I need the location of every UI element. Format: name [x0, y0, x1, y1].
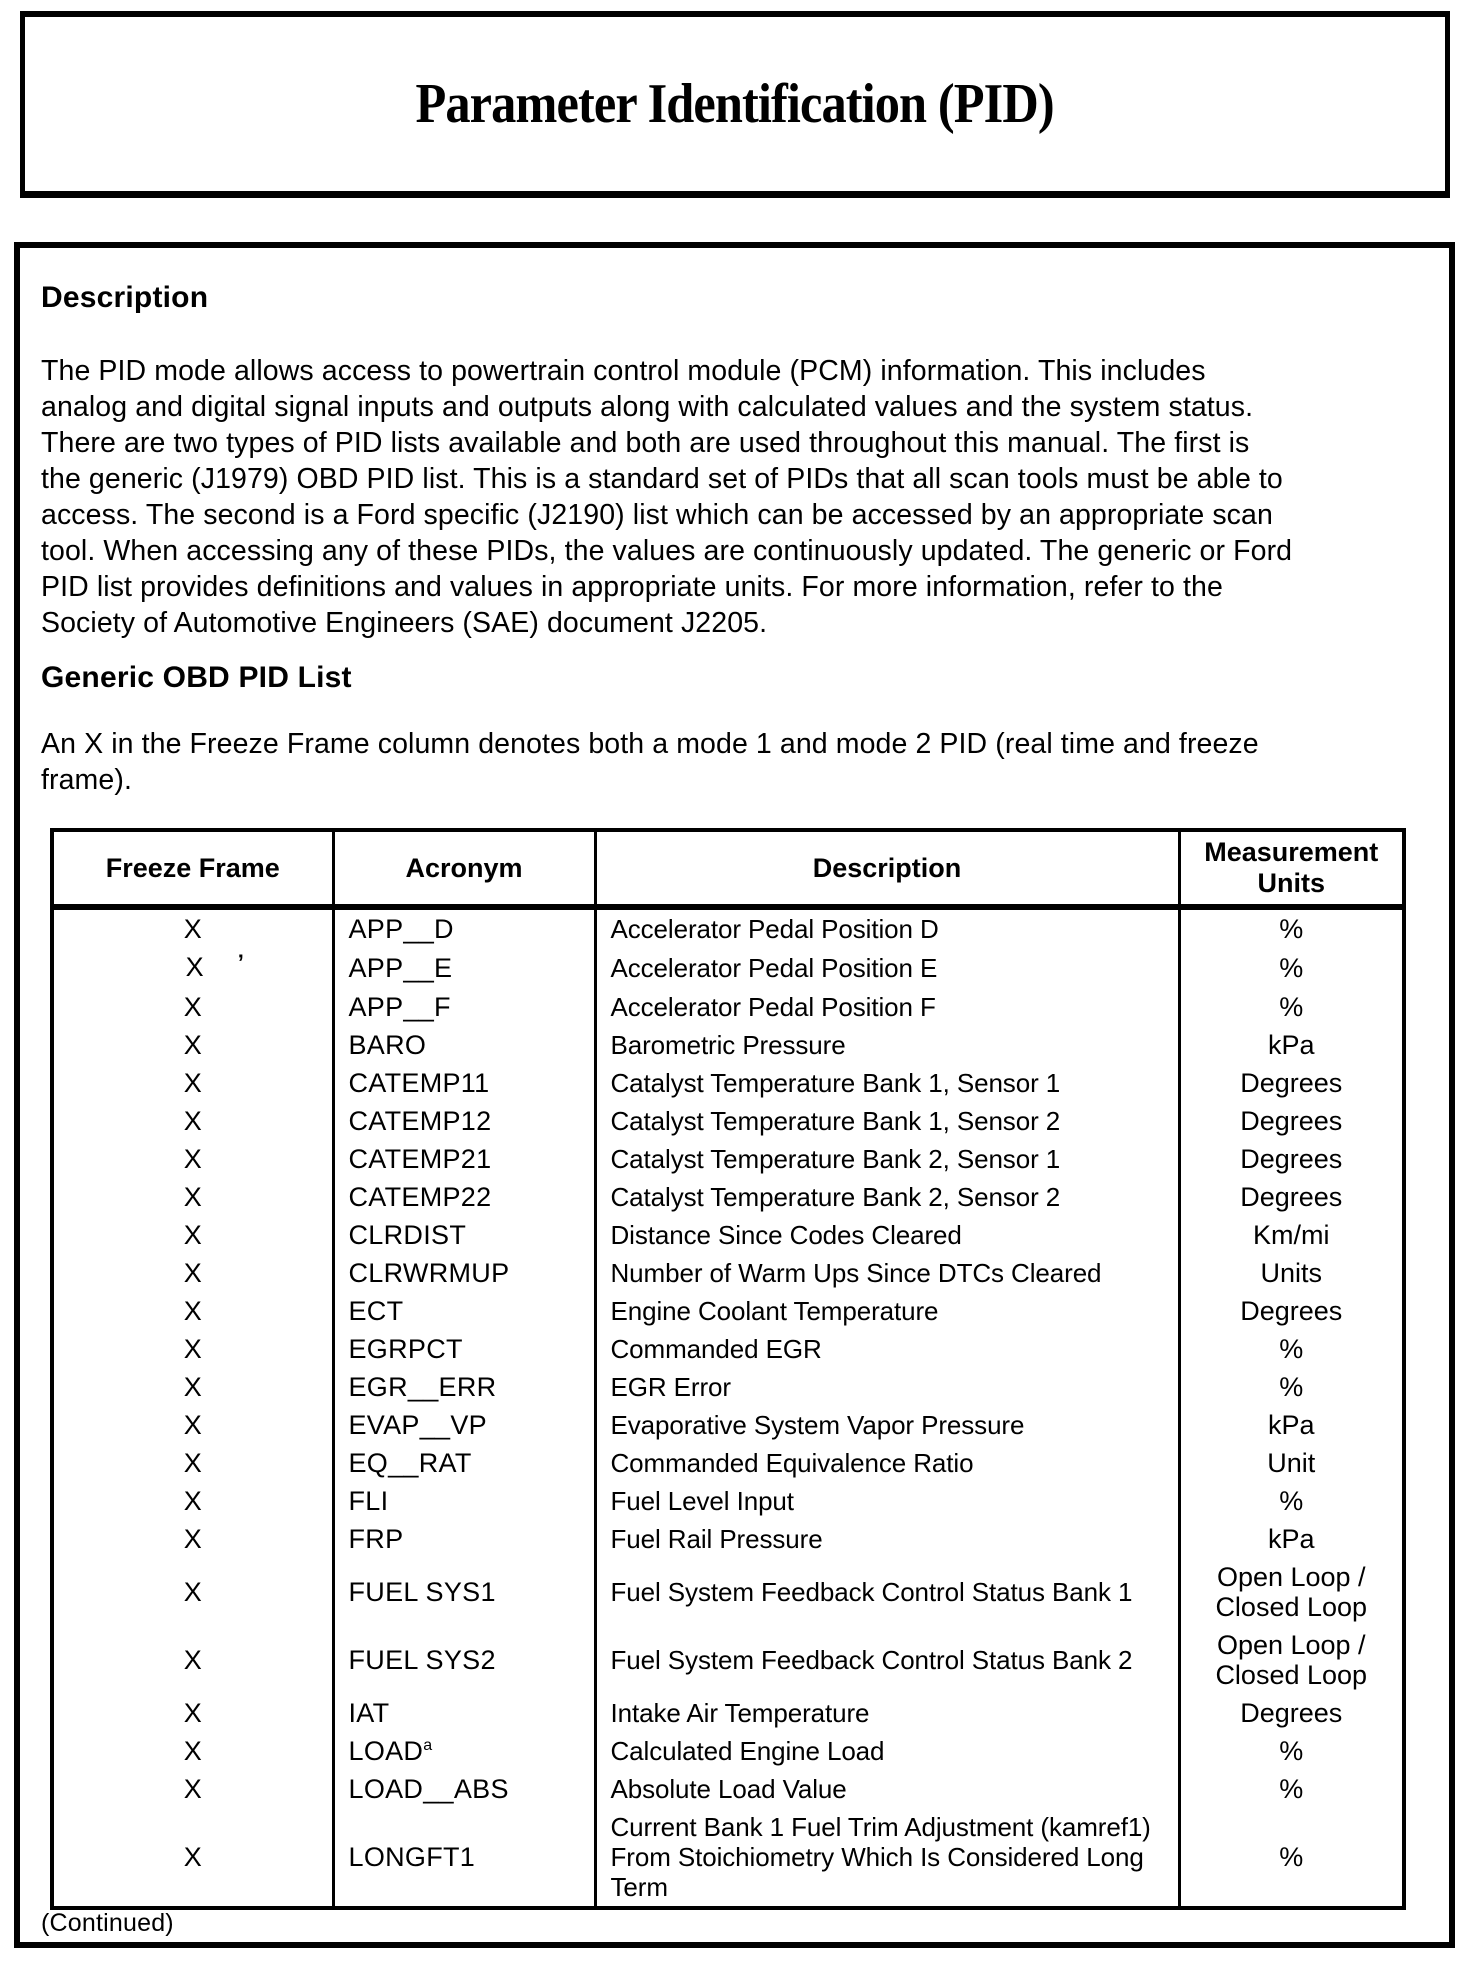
acronym-cell: LONGFT1	[333, 1808, 595, 1908]
acronym-cell: EQ__RAT	[333, 1444, 595, 1482]
acronym-cell: LOAD__ABS	[333, 1770, 595, 1808]
table-row	[52, 1102, 1404, 1140]
freeze-frame-cell: X	[52, 1330, 333, 1368]
column-header-acronym: Acronym	[333, 830, 595, 907]
acronym-cell: FUEL SYS1	[333, 1558, 595, 1626]
description-cell: Current Bank 1 Fuel Trim Adjustment (kamref1) From Stoichiometry Which Is Considered Long Term	[595, 1808, 1179, 1908]
table-row	[52, 1368, 1404, 1406]
column-header-description: Description	[595, 830, 1179, 907]
acronym-cell: CATEMP21	[333, 1140, 595, 1178]
description-cell: Accelerator Pedal Position E	[595, 948, 1179, 988]
description-cell: Fuel System Feedback Control Status Bank 1	[595, 1558, 1179, 1626]
freeze-frame-cell: X	[52, 1178, 333, 1216]
description-heading: Description	[41, 281, 209, 314]
column-header-freeze-frame: Freeze Frame	[52, 830, 333, 907]
freeze-frame-cell: X	[52, 907, 333, 948]
freeze-frame-cell: X	[52, 988, 333, 1026]
table-row	[52, 1694, 1404, 1732]
acronym-cell: EVAP__VP	[333, 1406, 595, 1444]
freeze-frame-cell: X	[52, 1444, 333, 1482]
description-cell: Absolute Load Value	[595, 1770, 1179, 1808]
description-paragraph	[41, 353, 1443, 641]
table-row	[52, 1770, 1404, 1808]
table-row	[52, 1626, 1404, 1694]
units-cell: %	[1179, 1770, 1404, 1808]
description-cell: Commanded EGR	[595, 1330, 1179, 1368]
freeze-frame-cell: X	[52, 1216, 333, 1254]
freeze-frame-note	[41, 726, 1443, 798]
acronym-cell: LOAD$^a$	[333, 1732, 595, 1770]
freeze-frame-cell: X	[52, 1292, 333, 1330]
freeze-frame-cell: X	[52, 1520, 333, 1558]
acronym-cell: ECT	[333, 1292, 595, 1330]
description-cell: Number of Warm Ups Since DTCs Cleared	[595, 1254, 1179, 1292]
units-cell: Unit	[1179, 1444, 1404, 1482]
acronym-cell: CLRWRMUP	[333, 1254, 595, 1292]
units-cell: Open Loop / Closed Loop	[1179, 1626, 1404, 1694]
freeze-frame-cell: X	[52, 1808, 333, 1908]
acronym-cell: APP__D	[333, 907, 595, 948]
freeze-frame-cell: X	[52, 1482, 333, 1520]
table-row	[52, 1330, 1404, 1368]
freeze-frame-cell: X	[52, 1140, 333, 1178]
acronym-cell: CATEMP11	[333, 1064, 595, 1102]
freeze-frame-cell: X	[52, 1064, 333, 1102]
table-row	[52, 1808, 1404, 1908]
description-cell: Calculated Engine Load	[595, 1732, 1179, 1770]
acronym-cell: EGRPCT	[333, 1330, 595, 1368]
freeze-frame-cell: X	[52, 1770, 333, 1808]
description-cell: Fuel Level Input	[595, 1482, 1179, 1520]
freeze-frame-cell: X	[52, 1026, 333, 1064]
text-line: An X in the Freeze Frame column denotes both a mode 1 and mode 2 PID (real time and freeze	[41, 728, 1259, 760]
units-cell: %	[1179, 988, 1404, 1026]
units-cell: Km/mi	[1179, 1216, 1404, 1254]
description-cell: Distance Since Codes Cleared	[595, 1216, 1179, 1254]
description-cell: Fuel System Feedback Control Status Bank 2	[595, 1626, 1179, 1694]
freeze-frame-cell: X	[52, 1732, 333, 1770]
units-cell: Open Loop / Closed Loop	[1179, 1558, 1404, 1626]
units-cell: %	[1179, 1482, 1404, 1520]
continued-label: (Continued)	[41, 1909, 174, 1937]
table-row	[52, 1558, 1404, 1626]
units-cell: kPa	[1179, 1520, 1404, 1558]
description-cell: Catalyst Temperature Bank 2, Sensor 1	[595, 1140, 1179, 1178]
units-cell: %	[1179, 907, 1404, 948]
acronym-cell: BARO	[333, 1026, 595, 1064]
text-line: PID list provides definitions and values in appropriate units. For more information, refer to the	[41, 571, 1223, 603]
units-cell: Degrees	[1179, 1102, 1404, 1140]
acronym-cell: FLI	[333, 1482, 595, 1520]
acronym-cell: APP__F	[333, 988, 595, 1026]
description-cell: Catalyst Temperature Bank 1, Sensor 1	[595, 1064, 1179, 1102]
freeze-frame-cell: X	[52, 1558, 333, 1626]
freeze-frame-cell: X	[52, 1406, 333, 1444]
text-line: There are two types of PID lists available and both are used throughout this manual. The first is	[41, 427, 1250, 459]
freeze-frame-cell: X	[52, 1254, 333, 1292]
units-cell: %	[1179, 1732, 1404, 1770]
description-cell: Engine Coolant Temperature	[595, 1292, 1179, 1330]
content-frame	[14, 242, 1455, 1948]
text-line: analog and digital signal inputs and outputs along with calculated values and the system status.	[41, 391, 1254, 423]
table-row	[52, 988, 1404, 1026]
text-line: tool. When accessing any of these PIDs, the values are continuously updated. The generic or Ford	[41, 535, 1293, 567]
title-banner	[20, 11, 1450, 198]
description-cell: Barometric Pressure	[595, 1026, 1179, 1064]
table-row	[52, 1064, 1404, 1102]
acronym-cell: FRP	[333, 1520, 595, 1558]
table-row	[52, 1406, 1404, 1444]
units-cell: Degrees	[1179, 1292, 1404, 1330]
pid-table-body	[52, 907, 1404, 1908]
units-cell: kPa	[1179, 1406, 1404, 1444]
table-row	[52, 1140, 1404, 1178]
description-cell: Accelerator Pedal Position F	[595, 988, 1179, 1026]
freeze-frame-cell: X	[52, 1368, 333, 1406]
pid-table-header	[52, 830, 1404, 907]
text-line: frame).	[41, 764, 132, 796]
acronym-cell: APP__E	[333, 948, 595, 988]
units-cell: %	[1179, 948, 1404, 988]
table-row	[52, 907, 1404, 948]
units-cell: Degrees	[1179, 1064, 1404, 1102]
acronym-cell: IAT	[333, 1694, 595, 1732]
units-cell: Degrees	[1179, 1178, 1404, 1216]
table-row	[52, 1216, 1404, 1254]
units-cell: Degrees	[1179, 1694, 1404, 1732]
acronym-cell: FUEL SYS2	[333, 1626, 595, 1694]
text-line: the generic (J1979) OBD PID list. This is a standard set of PIDs that all scan tools must be able to	[41, 463, 1283, 495]
table-row	[52, 1026, 1404, 1064]
table-row	[52, 948, 1404, 988]
acronym-cell: CATEMP12	[333, 1102, 595, 1140]
acronym-cell: CLRDIST	[333, 1216, 595, 1254]
text-line: The PID mode allows access to powertrain control module (PCM) information. This includes	[41, 355, 1206, 387]
description-cell: Intake Air Temperature	[595, 1694, 1179, 1732]
page-title: Parameter Identification (PID)	[415, 73, 1055, 135]
freeze-frame-cell: X	[52, 1102, 333, 1140]
table-row	[52, 1520, 1404, 1558]
acronym-cell: CATEMP22	[333, 1178, 595, 1216]
description-cell: Accelerator Pedal Position D	[595, 907, 1179, 948]
generic-obd-pid-list-heading: Generic OBD PID List	[41, 661, 352, 694]
text-line: Society of Automotive Engineers (SAE) document J2205.	[41, 607, 768, 639]
description-cell: EGR Error	[595, 1368, 1179, 1406]
description-cell: Evaporative System Vapor Pressure	[595, 1406, 1179, 1444]
table-row	[52, 1178, 1404, 1216]
units-cell: %	[1179, 1808, 1404, 1908]
table-row	[52, 1482, 1404, 1520]
freeze-frame-cell: X	[52, 1694, 333, 1732]
acronym-cell: EGR__ERR	[333, 1368, 595, 1406]
description-cell: Catalyst Temperature Bank 1, Sensor 2	[595, 1102, 1179, 1140]
text-line: access. The second is a Ford specific (J2190) list which can be accessed by an appropriate scan	[41, 499, 1273, 531]
table-row	[52, 1292, 1404, 1330]
scan-artifact-mark: ’	[237, 950, 244, 975]
units-cell: %	[1179, 1330, 1404, 1368]
units-cell: Degrees	[1179, 1140, 1404, 1178]
freeze-frame-cell: X ’	[52, 948, 333, 988]
footnote-marker: a	[423, 1737, 433, 1754]
table-row	[52, 1732, 1404, 1770]
units-cell: %	[1179, 1368, 1404, 1406]
description-cell: Catalyst Temperature Bank 2, Sensor 2	[595, 1178, 1179, 1216]
freeze-frame-cell: X	[52, 1626, 333, 1694]
description-cell: Commanded Equivalence Ratio	[595, 1444, 1179, 1482]
units-cell: kPa	[1179, 1026, 1404, 1064]
table-row	[52, 1444, 1404, 1482]
header-row	[52, 830, 1404, 907]
pid-table	[50, 828, 1406, 1910]
description-cell: Fuel Rail Pressure	[595, 1520, 1179, 1558]
units-cell: Units	[1179, 1254, 1404, 1292]
table-row	[52, 1254, 1404, 1292]
column-header-measurement-units: Measurement Units	[1179, 830, 1404, 907]
